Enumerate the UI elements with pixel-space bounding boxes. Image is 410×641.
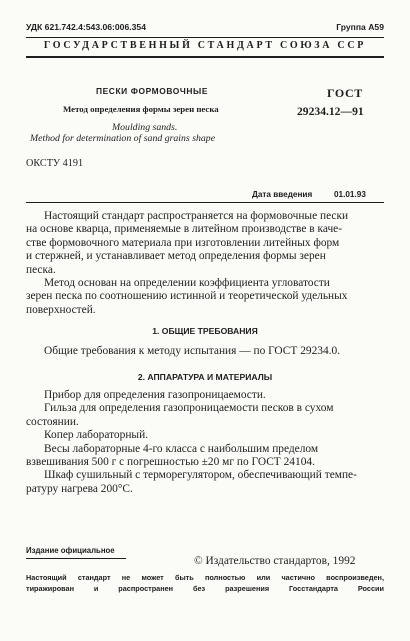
paragraph-scope [26,210,384,277]
paragraph-line: и стержней, и устанавливает метод определения формы зерен [26,250,326,263]
paragraph-line: Метод основан на определении коэффициента угловатости [44,277,330,289]
list-item: Гильза для определения газопроницаемости песков в сухом [44,402,334,415]
paragraph-method [26,277,384,317]
okstu-code: ОКСТУ 4191 [26,158,84,169]
section-2-list [26,389,384,496]
list-item: Копер лабораторный. [44,429,149,442]
footer-short-rule [26,558,126,559]
paragraph-line: поверхностей. [26,303,96,316]
list-item: ратуру нагрева 200°С. [26,482,133,495]
reproduction-notice-line-1: Настоящий стандарт не может быть полностью или частично воспроизведен, [26,573,384,582]
list-item: взвешивания 500 г с погрешностью ±20 мг по ГОСТ 24104. [26,456,315,469]
section-1-text [26,345,384,358]
paragraph-line: песка. [26,263,56,276]
list-item: состоянии. [26,415,79,428]
gost-number: 29234.12—91 [297,105,364,118]
group-code: Группа А59 [336,22,384,32]
reproduction-notice-line-2: тиражирован и распространен без разрешения Госстандарта России [26,584,384,593]
copyright-notice: © Издательство стандартов, 1992 [194,555,356,567]
udk-code: УДК 621.742.4:543.06:006.354 [26,22,146,32]
paragraph-line: на основе кварца, применяемые в литейном производстве в каче- [26,223,343,236]
section-2-heading: 2. АППАРАТУРА И МАТЕРИАЛЫ [137,372,273,382]
section-1-heading: 1. ОБЩИЕ ТРЕБОВАНИЯ [152,326,258,336]
date-label: Дата введения [252,190,313,199]
document-title: ПЕСКИ ФОРМОВОЧНЫЕ [96,86,209,96]
date-rule [26,202,384,203]
list-item: Прибор для определения газопроницаемости. [44,389,266,401]
standard-title: ГОСУДАРСТВЕННЫЙ СТАНДАРТ СОЮЗА ССР [43,40,367,51]
title-english: Moulding sands. [112,122,178,133]
header-rule-bottom [26,56,384,58]
paragraph-line: зерен песка по соотношению истинной и теоретической удельных [26,290,348,303]
paragraph-line: Общие требования к методу испытания — по ГОСТ 29234.0. [44,345,341,357]
paragraph-line: Настоящий стандарт распространяется на формовочные пески [44,210,349,222]
date-value: 01.01.93 [334,190,366,199]
header-rule-top [26,37,384,38]
list-item: Весы лабораторные 4-го класса с наибольшим пределом [44,442,319,455]
list-item: Шкаф сушильный с терморегулятором, обеспечивающий темпе- [44,469,357,482]
paragraph-line: стве формовочного материала при изготовлении литейных форм [26,236,340,249]
official-edition-label: Издание официальное [26,546,115,555]
document-subtitle: Метод определения формы зерен песка [63,104,219,114]
gost-label: ГОСТ [327,86,363,100]
subtitle-english: Method for determination of sand grains shape [30,133,216,144]
